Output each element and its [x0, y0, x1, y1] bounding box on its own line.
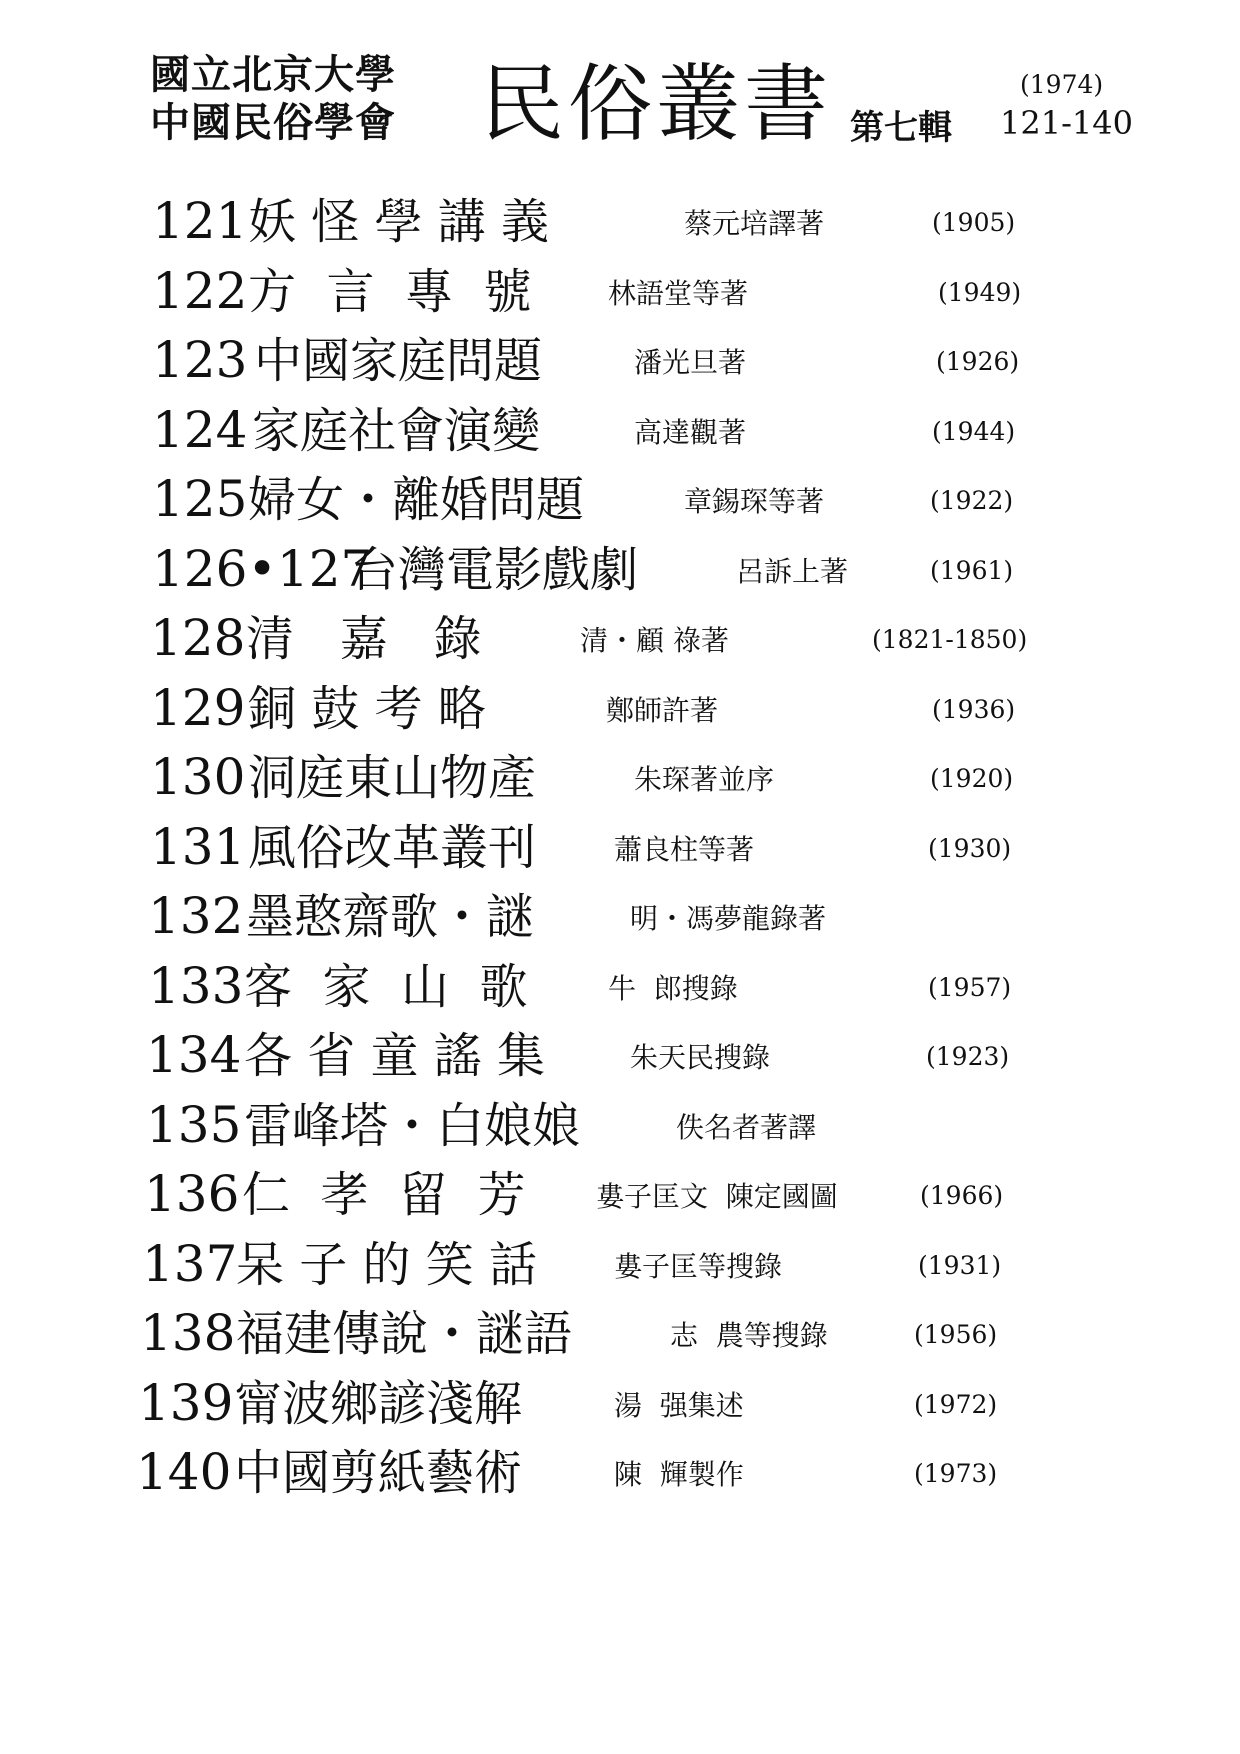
book-author: 湯 强集述	[614, 1389, 744, 1422]
series-year: (1974)	[1020, 70, 1104, 99]
book-year: (1944)	[932, 417, 1016, 446]
book-year: (1966)	[920, 1181, 1004, 1210]
book-number: 128	[150, 609, 246, 667]
book-number: 132	[148, 887, 244, 945]
book-number: 131	[150, 818, 246, 876]
book-title: 客 家 山 歌	[244, 959, 528, 1015]
book-author: 林語堂等著	[608, 277, 749, 310]
book-entry	[0, 468, 1240, 544]
book-title: 洞庭東山物產	[248, 750, 537, 806]
book-entry	[0, 1233, 1240, 1309]
book-title: 台灣電影戲劇	[350, 542, 639, 598]
book-year: (1920)	[930, 764, 1014, 793]
book-entry	[0, 399, 1240, 475]
book-author: 佚名者著譯	[676, 1111, 817, 1144]
book-year: (1949)	[938, 278, 1022, 307]
book-author: 牛 郎搜錄	[608, 972, 738, 1005]
book-author: 鄭師許著	[606, 694, 719, 727]
book-year: (1931)	[918, 1251, 1002, 1280]
book-number: 125	[152, 470, 248, 528]
book-author: 朱琛著並序	[634, 763, 775, 796]
book-title: 呆 子 的 笑 話	[236, 1237, 538, 1293]
book-year: (1957)	[928, 973, 1012, 1002]
book-year: (1930)	[928, 834, 1012, 863]
book-entry	[0, 677, 1240, 753]
book-year: (1923)	[926, 1042, 1010, 1071]
book-title: 家庭社會演變	[252, 403, 541, 459]
book-entry	[0, 260, 1240, 336]
book-entry	[0, 1441, 1240, 1517]
book-title: 中國家庭問題	[254, 333, 543, 389]
series-header	[150, 52, 1140, 162]
book-entry	[0, 746, 1240, 822]
book-author: 朱天民搜錄	[630, 1041, 771, 1074]
book-entry	[0, 1024, 1240, 1100]
book-number: 139	[138, 1374, 234, 1432]
book-author: 志 農等搜錄	[670, 1319, 828, 1352]
book-title: 婦女・離婚問題	[248, 472, 585, 528]
book-number: 137	[142, 1235, 238, 1293]
book-title: 雷峰塔・白娘娘	[244, 1098, 581, 1154]
book-title: 仁 孝 留 芳	[242, 1167, 526, 1223]
book-number: 136	[144, 1165, 240, 1223]
book-year: (1961)	[930, 556, 1014, 585]
book-number: 122	[152, 262, 248, 320]
book-entry	[0, 885, 1240, 961]
book-number: 121	[152, 192, 248, 250]
book-title: 妖 怪 學 講 義	[248, 194, 550, 250]
book-number: 135	[146, 1096, 242, 1154]
book-title: 方 言 專 號	[248, 264, 532, 320]
book-year: (1936)	[932, 695, 1016, 724]
book-title: 甯波鄉諺淺解	[234, 1376, 523, 1432]
book-number: 130	[150, 748, 246, 806]
book-year: (1922)	[930, 486, 1014, 515]
book-entry	[0, 190, 1240, 266]
book-entry	[0, 816, 1240, 892]
book-author: 陳 輝製作	[614, 1458, 744, 1491]
book-entry	[0, 1372, 1240, 1448]
book-title: 銅 鼓 考 略	[248, 681, 486, 737]
book-title: 福建傳說・謎語	[236, 1306, 573, 1362]
book-number: 129	[150, 679, 246, 737]
series-range: 121-140	[1000, 104, 1133, 142]
book-title: 中國剪紙藝術	[234, 1445, 523, 1501]
book-number: 134	[146, 1026, 242, 1084]
book-author: 婁子匡等搜錄	[614, 1250, 783, 1283]
book-author: 章錫琛等著	[684, 485, 825, 518]
book-year: (1956)	[914, 1320, 998, 1349]
book-year: (1972)	[914, 1390, 998, 1419]
book-author: 潘光旦著	[634, 346, 747, 379]
book-year: (1821-1850)	[872, 625, 1028, 654]
book-year: (1926)	[936, 347, 1020, 376]
book-title: 清 嘉 錄	[246, 611, 482, 667]
book-number: 138	[140, 1304, 236, 1362]
book-title: 墨憨齋歌・謎	[246, 889, 535, 945]
book-number: 133	[148, 957, 244, 1015]
series-volume: 第七輯	[850, 108, 952, 148]
institution-line-1: 國立北京大學	[150, 52, 396, 98]
book-author: 高達觀著	[634, 416, 747, 449]
book-number: 124	[152, 401, 248, 459]
book-number: 126•127	[152, 540, 373, 598]
book-author: 蔡元培譯著	[684, 207, 825, 240]
book-entry	[0, 1094, 1240, 1170]
book-entry	[0, 1163, 1240, 1239]
book-author: 呂訴上著	[736, 555, 849, 588]
book-year: (1905)	[932, 208, 1016, 237]
book-number: 140	[136, 1443, 232, 1501]
book-year: (1973)	[914, 1459, 998, 1488]
book-entry	[0, 955, 1240, 1031]
book-title: 風俗改革叢刊	[248, 820, 537, 876]
institution-line-2: 中國民俗學會	[150, 100, 396, 146]
book-author: 蕭良柱等著	[614, 833, 755, 866]
book-author: 明・馮夢龍錄著	[630, 902, 827, 935]
book-entry	[0, 607, 1240, 683]
book-entry	[0, 329, 1240, 405]
book-number: 123	[152, 331, 248, 389]
book-entry	[0, 538, 1240, 614]
series-title: 民俗叢書	[480, 55, 833, 153]
book-author: 清・顧 祿著	[580, 624, 729, 657]
book-author: 婁子匡文 陳定國圖	[596, 1180, 838, 1213]
book-entry	[0, 1302, 1240, 1378]
book-title: 各 省 童 謠 集	[244, 1028, 546, 1084]
